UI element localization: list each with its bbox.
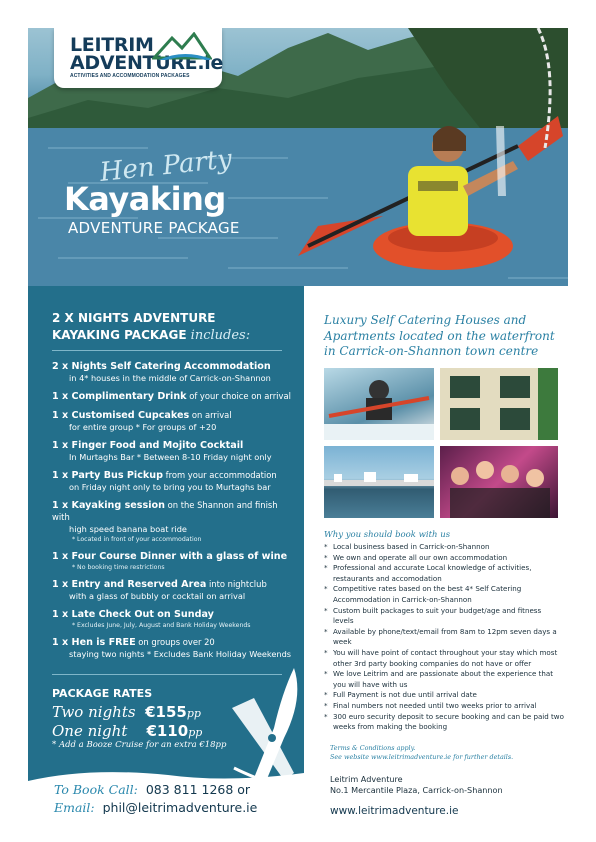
package-item-name: 1 x Kayaking session <box>52 500 165 511</box>
package-item-extra: on the Shannon and finish with <box>52 500 278 522</box>
package-heading-line1: 2 X NIGHTS ADVENTURE <box>52 311 216 325</box>
title-hen-party: Hen Party <box>98 144 234 188</box>
why-book-list <box>324 542 564 733</box>
photo-collage <box>324 368 558 528</box>
list-item: * Available by phone/text/email from 8am to 12pm seven days a week <box>324 627 564 648</box>
package-item <box>52 637 292 660</box>
rate-two-unit: pp <box>186 707 201 720</box>
package-heading <box>52 310 250 344</box>
divider <box>52 350 282 351</box>
list-item: * 300 euro security deposit to secure booking and can be paid two weeks from making the booking <box>324 712 564 733</box>
package-item-title <box>52 361 292 373</box>
terms-notice <box>330 744 513 762</box>
package-item <box>52 500 292 544</box>
rope-decoration <box>533 28 568 148</box>
list-item: * We own and operate all our own accommodation <box>324 553 564 564</box>
flyer-page <box>28 28 568 814</box>
package-item-title <box>52 500 292 524</box>
booking-email-label: Email: <box>54 800 95 814</box>
photo-building-balconies <box>440 368 558 440</box>
package-item <box>52 440 292 463</box>
why-book-heading: Why you should book with us <box>324 530 451 540</box>
package-item-detail: In Murtaghs Bar * Between 8-10 Friday night only <box>69 452 272 462</box>
package-item <box>52 579 292 602</box>
package-item-detail: for entire group * For groups of +20 <box>69 422 217 432</box>
package-item-name: 2 x Nights Self Catering Accommodation <box>52 361 271 372</box>
logo-text-leitrim: LEITRIM <box>70 34 154 56</box>
list-item: * Custom built packages to suit your budget/age and fitness levels <box>324 606 564 627</box>
list-item: * Competitive rates based on the best 4* Self Catering Accommodation in Carrick-on-Shannon <box>324 584 564 605</box>
rate-one-label: One night <box>52 722 128 740</box>
package-item-title <box>52 579 292 591</box>
package-item <box>52 361 292 384</box>
booking-phone-number[interactable]: 083 811 1268 or <box>145 782 251 797</box>
website-link[interactable]: www.leitrimadventure.ie <box>330 805 459 814</box>
list-item: * Final numbers not needed until two weeks prior to arrival <box>324 701 564 712</box>
photo-waterfront-marina <box>324 446 434 518</box>
list-item: * Full Payment is not due until arrival date <box>324 690 564 701</box>
logo-tagline: ACTIVITIES AND ACCOMMODATION PACKAGES <box>70 73 190 79</box>
accommodation-intro: Luxury Self Catering Houses and Apartments located on the waterfront in Carrick-on-Shannon town centre <box>324 313 555 358</box>
photo-hen-party-group <box>440 446 558 518</box>
package-item-title <box>52 470 292 482</box>
address-line2: No.1 Mercantile Plaza, Carrick-on-Shannon <box>330 785 503 795</box>
title-kayaking: Kayaking <box>64 180 226 218</box>
package-item-name: 1 x Four Course Dinner with a glass of wine <box>52 551 288 562</box>
terms-line2[interactable]: See website www.leitrimadventure.ie for further details. <box>330 753 514 761</box>
list-item: * You will have point of contact throughout your stay which most other 3rd party booking companies do not have or offer <box>324 648 564 669</box>
package-item-extra: on arrival <box>189 410 232 420</box>
rates-heading: PACKAGE RATES <box>52 687 153 700</box>
package-item-note: * No booking time restrictions <box>72 564 165 571</box>
package-item-extra: on groups over 20 <box>135 637 215 647</box>
package-item-title <box>52 609 292 621</box>
rate-one-night <box>52 722 202 740</box>
package-item-extra: from your accommodation <box>162 470 277 480</box>
package-heading-italic: includes: <box>186 328 251 343</box>
rate-two-label: Two nights <box>52 703 136 721</box>
list-item: * Professional and accurate Local knowledge of activities, restaurants and accomodation <box>324 563 564 584</box>
package-item <box>52 391 292 403</box>
rate-two-nights <box>52 703 201 721</box>
package-item-name: 1 x Complimentary Drink <box>52 391 187 402</box>
package-item-name: 1 x Finger Food and Mojito Cocktail <box>52 440 244 451</box>
package-heading-bold: KAYAKING PACKAGE <box>52 328 187 342</box>
photo-kayak-rapids <box>324 368 434 440</box>
package-item <box>52 609 292 630</box>
rate-one-unit: pp <box>188 726 203 739</box>
package-panel <box>28 286 304 710</box>
booking-call-label: To Book Call: <box>54 782 138 797</box>
title-adventure-package: ADVENTURE PACKAGE <box>68 219 240 237</box>
package-item <box>52 551 292 572</box>
package-item-title <box>52 551 292 563</box>
package-item-title <box>52 391 292 403</box>
package-item-detail: with a glass of bubbly or cocktail on arrival <box>69 591 246 601</box>
package-item-extra: of your choice on arrival <box>186 391 291 401</box>
package-item <box>52 410 292 433</box>
package-item-title <box>52 637 292 649</box>
logo-mountain-icon <box>152 32 212 60</box>
package-item-detail: on Friday night only to bring you to Murtaghs bar <box>69 482 271 492</box>
package-item-extra: into nightclub <box>206 579 267 589</box>
package-item-note: * Excludes June, July, August and Bank Holiday Weekends <box>72 622 251 629</box>
package-item-name: 1 x Entry and Reserved Area <box>52 579 207 590</box>
booking-phone <box>54 782 250 797</box>
booking-email <box>54 800 257 814</box>
list-item: * We love Leitrim and are passionate about the experience that you will have with us <box>324 669 564 690</box>
logo-text-adventure: ADVENTURE.ie <box>70 52 224 74</box>
booking-email-address[interactable]: phil@leitrimadventure.ie <box>102 800 258 814</box>
package-item-name: 1 x Late Check Out on Sunday <box>52 609 214 620</box>
hero-photo <box>28 28 568 286</box>
kayaker-photo <box>288 106 568 286</box>
package-item <box>52 470 292 493</box>
package-item-name: 1 x Hen is FREE <box>52 637 136 648</box>
terms-line1: Terms & Conditions apply. <box>330 744 416 752</box>
package-item-name: 1 x Party Bus Pickup <box>52 470 163 481</box>
rate-one-price: €110 <box>146 722 189 740</box>
package-item-title <box>52 440 292 452</box>
package-item-detail: in 4* houses in the middle of Carrick-on-Shannon <box>69 373 271 383</box>
list-item: * Local business based in Carrick-on-Shannon <box>324 542 564 553</box>
package-item-note: * Located in front of your accommodation <box>72 536 202 543</box>
company-logo <box>54 28 222 88</box>
package-item-name: 1 x Customised Cupcakes <box>52 410 190 421</box>
package-item-detail: staying two nights * Excludes Bank Holiday Weekends <box>69 649 292 659</box>
package-item-title <box>52 410 292 422</box>
package-heading-line2 <box>52 327 250 344</box>
package-items <box>52 361 292 667</box>
kayak-illustration <box>224 668 304 793</box>
package-item-detail: high speed banana boat ride <box>69 524 187 534</box>
rate-two-price: €155 <box>145 703 187 721</box>
address-line1: Leitrim Adventure <box>330 774 403 784</box>
address-block <box>330 774 503 796</box>
rates-note: * Add a Booze Cruise for an extra €18pp <box>52 740 227 750</box>
